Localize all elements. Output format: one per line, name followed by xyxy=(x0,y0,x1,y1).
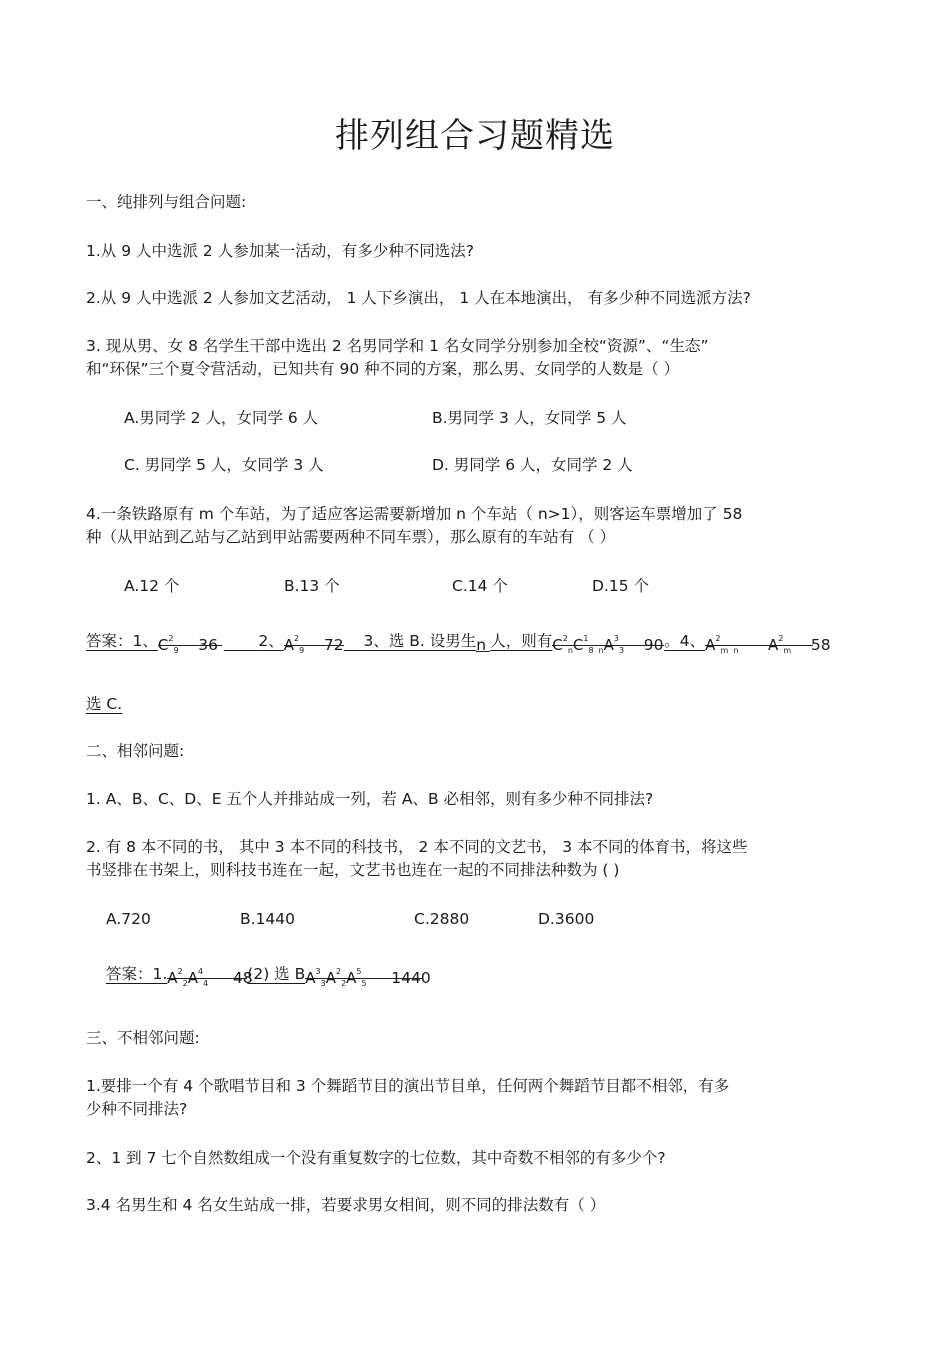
s1-q4-option-b: B.13 个 xyxy=(284,577,340,595)
s2-option-d: D.3600 xyxy=(538,910,595,928)
s1-answer-4-label: 。4、 xyxy=(664,632,706,650)
s1-answer-label: 答案：1、 xyxy=(86,632,158,650)
s2-answer-2-blank: $A^3_3A^2_2A^5_5$ 1440 xyxy=(305,960,423,979)
section-2-heading: 二、相邻问题: xyxy=(86,742,185,760)
s1-answer-3-blank-n: n xyxy=(476,633,490,652)
s1-answer-4-blank: $A^2_{m n}$ $A^2_m$ 58 xyxy=(705,627,813,646)
s1-answer-3-people: 人，则有 xyxy=(490,632,553,650)
section-1-heading: 一、纯排列与组合问题: xyxy=(86,193,247,211)
s3-question-3: 3.4 名男生和 4 名女生站成一排，若要求男女相间，则不同的排法数有（ ） xyxy=(86,1196,606,1214)
s1-question-4-line1: 4.一条铁路原有 m 个车站，为了适应客运需要新增加 n 个车站（ n>1），则客运车票增加了 58 xyxy=(86,505,743,523)
s1-q3-option-b: B.男同学 3 人，女同学 5 人 xyxy=(432,409,627,427)
s2-answer-line xyxy=(106,960,431,988)
s1-q4-option-d: D.15 个 xyxy=(592,577,650,595)
s1-question-2: 2.从 9 人中选派 2 人参加文艺活动， 1 人下乡演出， 1 人在本地演出， 有多少种不同选派方法? xyxy=(86,289,751,307)
s1-answer-tail: 选 C. xyxy=(86,695,123,713)
s2-question-2-line2: 书竖排在书架上，则科技书连在一起，文艺书也连在一起的不同排法种数为 ( ) xyxy=(86,861,620,879)
s3-question-1-line2: 少种不同排法? xyxy=(86,1100,188,1118)
section-3-heading: 三、不相邻问题: xyxy=(86,1029,200,1047)
s2-question-1: 1. A、B、C、D、E 五个人并排站成一列，若 A、B 必相邻，则有多少种不同排法? xyxy=(86,790,654,808)
s1-question-3-line2: 和“环保”三个夏令营活动，已知共有 90 种不同的方案，那么男、女同学的人数是（ ） xyxy=(86,360,680,378)
s2-option-b: B.1440 xyxy=(240,910,296,928)
s1-question-3-line1: 3. 现从男、女 8 名学生干部中选出 2 名男同学和 1 名女同学分别参加全校“资源”、“生态” xyxy=(86,337,709,355)
s3-question-2: 2、1 到 7 七个自然数组成一个没有重复数字的七位数，其中奇数不相邻的有多少个? xyxy=(86,1149,666,1167)
s2-option-a: A.720 xyxy=(106,910,151,928)
s1-question-4-line2: 种（从甲站到乙站与乙站到甲站需要两种不同车票），那么原有的车站有 （ ） xyxy=(86,528,616,546)
s1-q3-option-d: D. 男同学 6 人，女同学 2 人 xyxy=(432,456,633,474)
s1-q4-option-a: A.12 个 xyxy=(124,577,180,595)
s1-question-1: 1.从 9 人中选派 2 人参加某一活动，有多少种不同选法? xyxy=(86,242,474,260)
s2-option-c: C.2880 xyxy=(414,910,470,928)
s2-question-2-line1: 2. 有 8 本不同的书， 其中 3 本不同的科技书， 2 本不同的文艺书， 3 本不同的体育书，将这些 xyxy=(86,838,748,856)
s1-q3-option-a: A.男同学 2 人，女同学 6 人 xyxy=(124,409,319,427)
s1-answer-1-blank: $C^2_9$ 36 xyxy=(158,627,222,646)
s2-answer-label: 答案：1. xyxy=(106,965,168,983)
s2-answer-2-label: (2) 选 B xyxy=(247,965,306,983)
s1-q4-option-c: C.14 个 xyxy=(452,577,508,595)
s1-answer-2-blank: $A^2_9$ 72 xyxy=(284,627,344,646)
s1-answer-2-label: 2、 xyxy=(258,632,284,650)
page-title: 排列组合习题精选 xyxy=(335,116,615,156)
s3-question-1-line1: 1.要排一个有 4 个歌唱节目和 3 个舞蹈节目的演出节目单，任何两个舞蹈节目都不相邻，有多 xyxy=(86,1077,730,1095)
s2-answer-1-blank: $A^2_2A^4_4$ 48 xyxy=(167,960,247,979)
s1-answer-3-label: 3、选 B. 设男生 xyxy=(363,632,477,650)
s1-q3-option-c: C. 男同学 5 人，女同学 3 人 xyxy=(124,456,324,474)
s1-answer-line xyxy=(86,627,831,655)
s1-answer-3-formula-blank: $C^2_nC^1_8$ $_nA^3_3$ 90 xyxy=(552,627,664,646)
